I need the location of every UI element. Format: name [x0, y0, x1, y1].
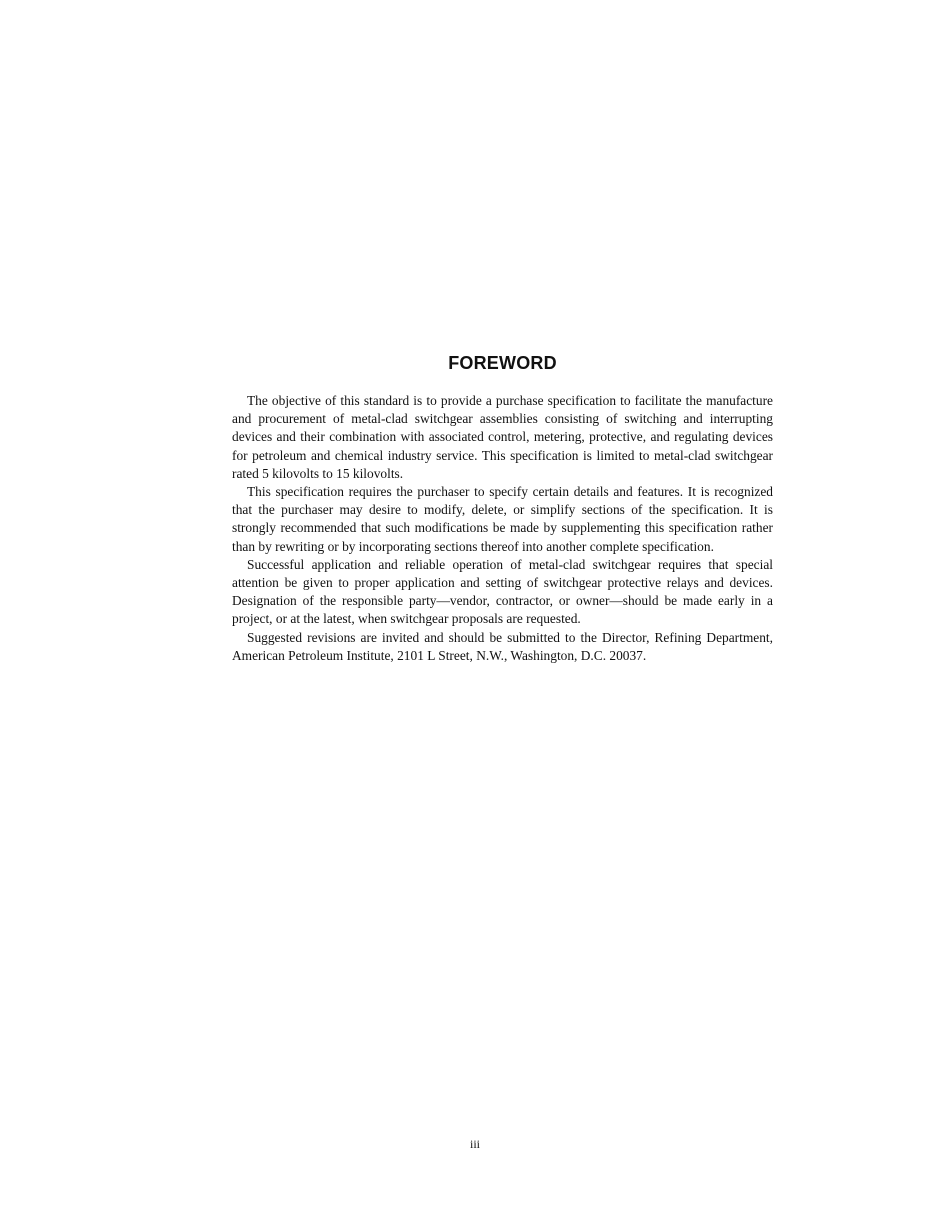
- page-number: iii: [469, 1137, 480, 1151]
- paragraph-objective: The objective of this standard is to provide a purchase specification to facilitate the manufacture and procurement of metal-clad switchgear assemblies consisting of switching and interrupting devices and their combination with associated control, metering, protective, and regulating devices for petroleum and chemical industry service. This specification is limited to metal-clad switchgear rated 5 kilovolts to 15 kilovolts.: [232, 393, 773, 481]
- paragraph-revisions: Suggested revisions are invited and should be submitted to the Director, Refining Department, American Petroleum Institute, 2101 L Street, N.W., Washington, D.C. 20037.: [232, 629, 773, 663]
- foreword-heading: FOREWORD: [448, 353, 557, 373]
- foreword-body: [232, 392, 773, 665]
- paragraph-purchaser-details: This specification requires the purchaser to specify certain details and features. It is recognized that the purchaser may desire to modify, delete, or simplify sections of the specification. It is strongly recommended that such modifications be made by supplementing this specification rather than by rewriting or by incorporating sections thereof into another complete specification.: [232, 484, 773, 554]
- paragraph-application: Successful application and reliable operation of metal-clad switchgear requires that special attention be given to proper application and setting of switchgear protective relays and devices. Designation of the responsible party—vendor, contractor, or owner—should be made early in a project, or at the latest, when switchgear proposals are requested.: [232, 556, 773, 627]
